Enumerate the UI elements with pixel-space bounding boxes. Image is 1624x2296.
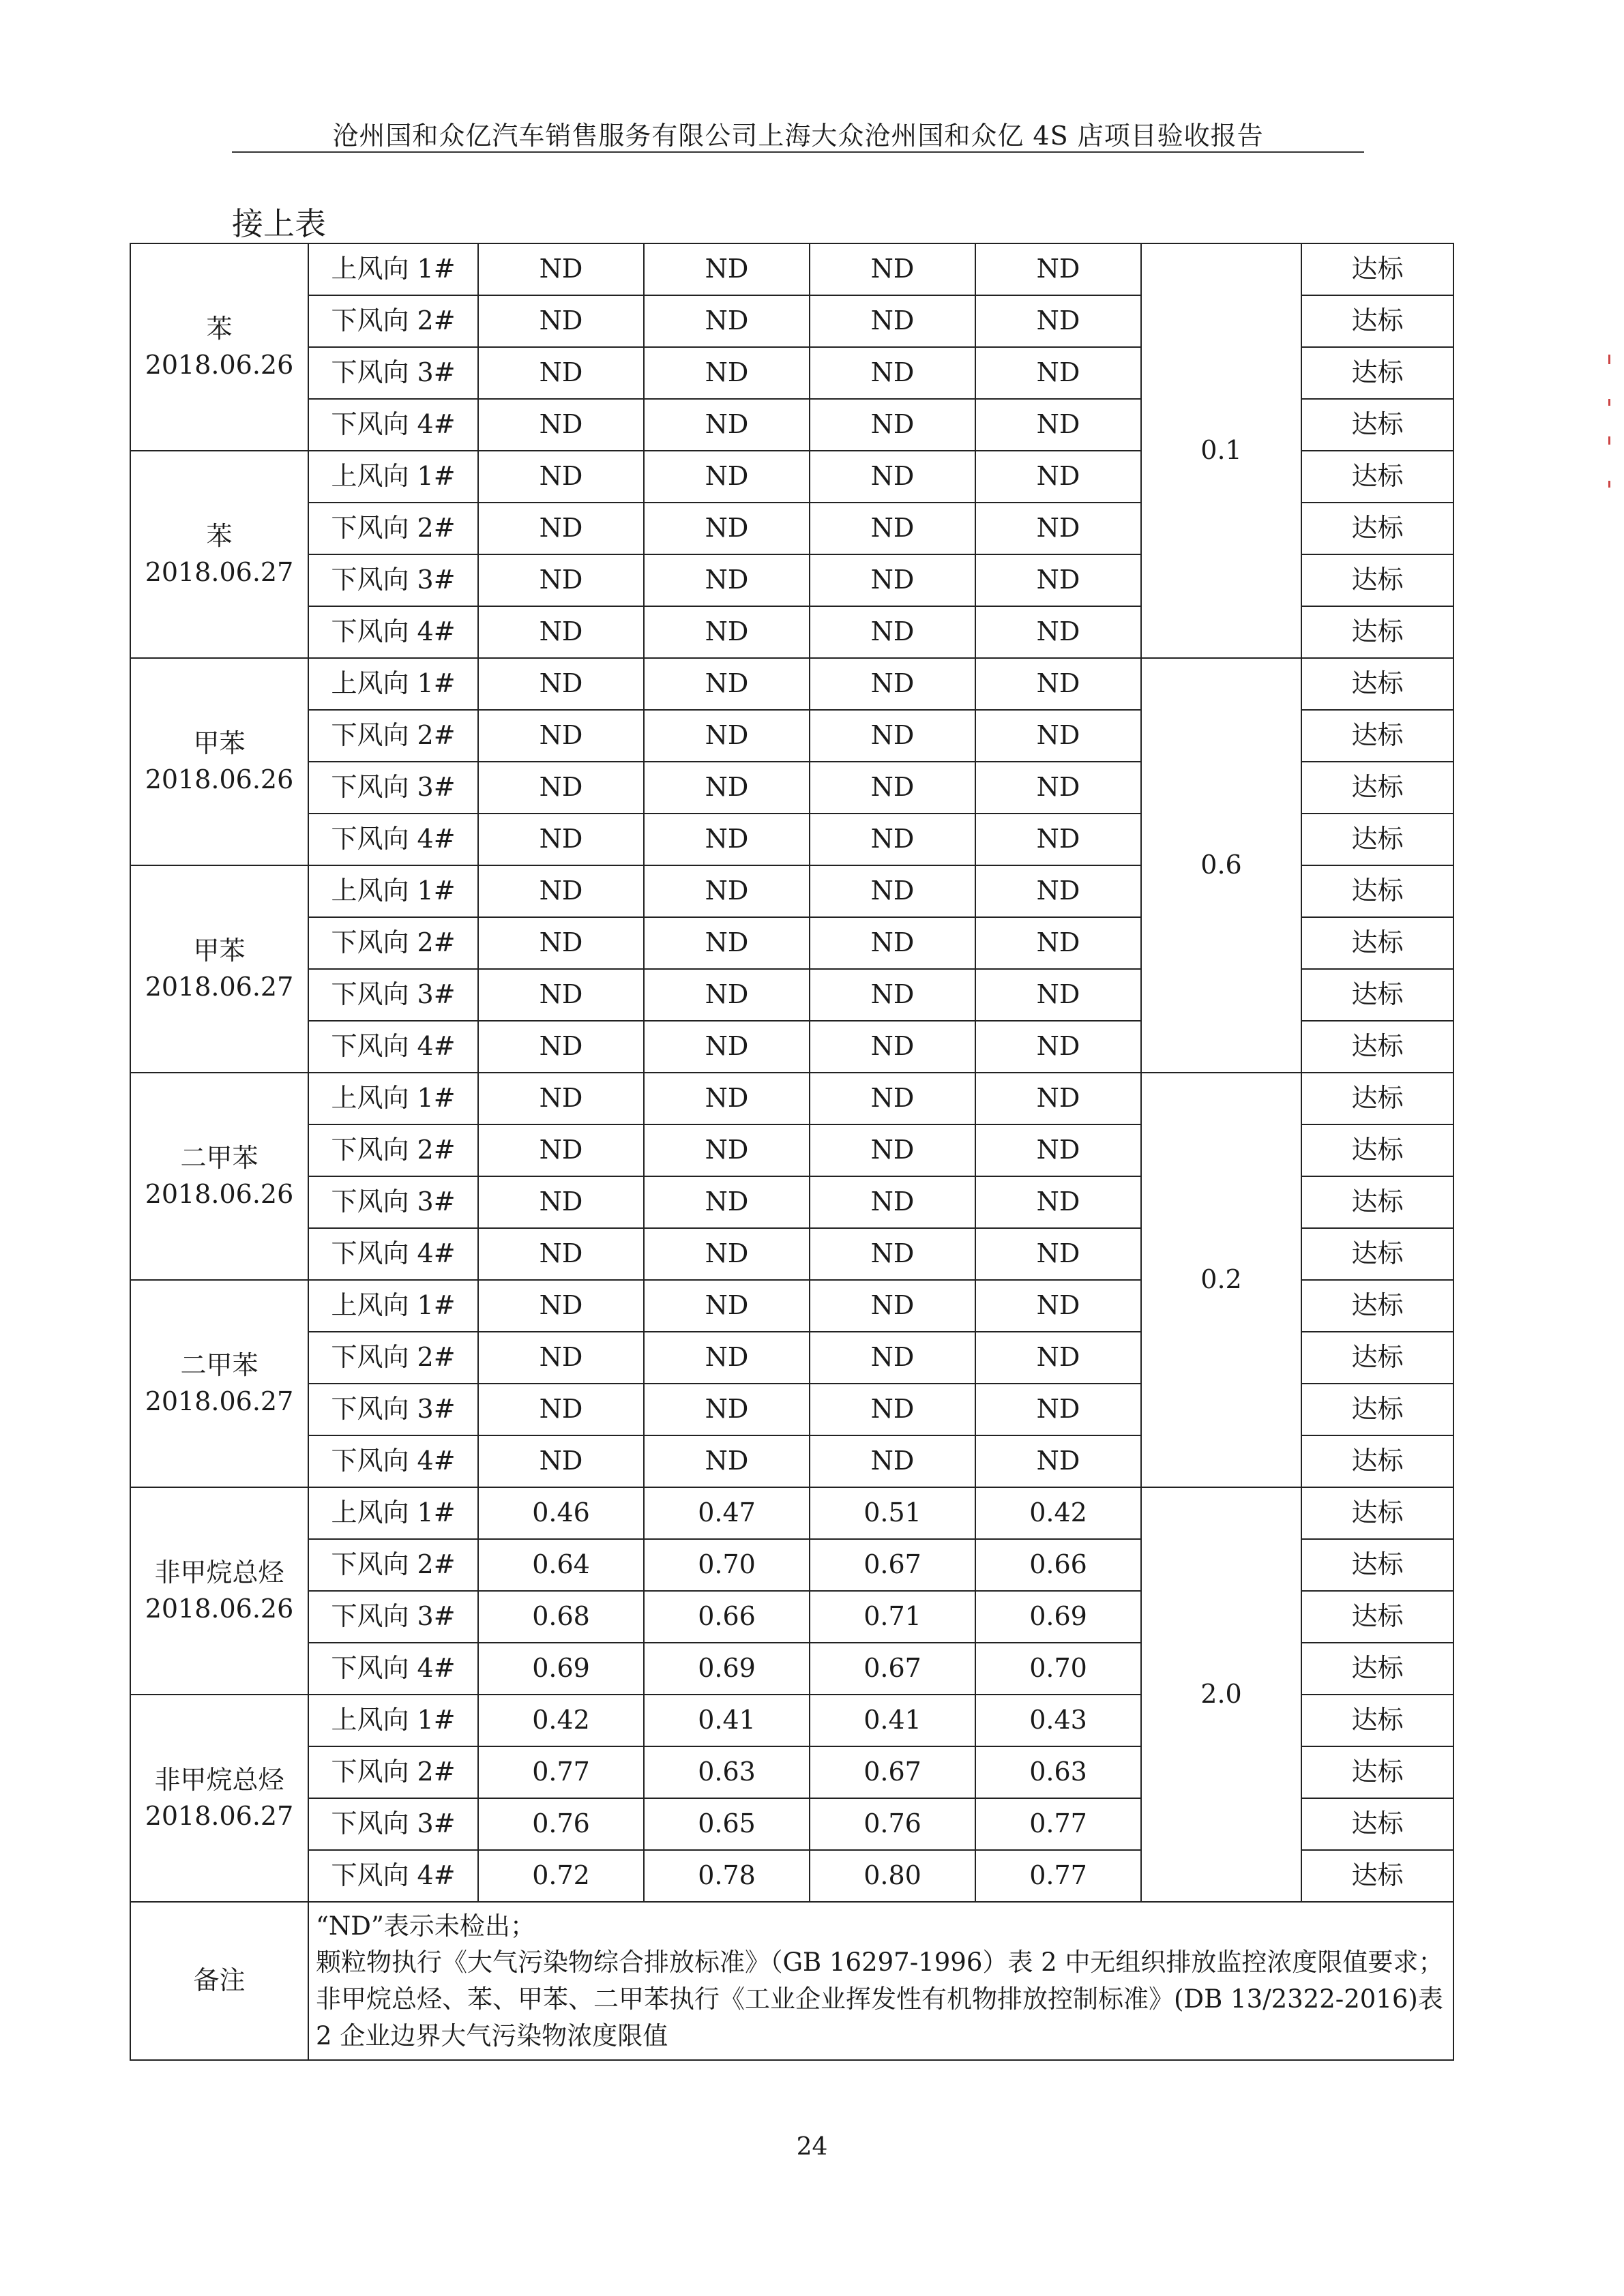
measurement-cell: ND — [975, 917, 1141, 969]
measurement-cell: ND — [478, 1124, 644, 1176]
sampling-point-cell: 下风向 4# — [308, 606, 478, 658]
measurement-cell: ND — [810, 1228, 975, 1280]
measurement-cell: 0.47 — [644, 1487, 810, 1539]
compliance-result-cell: 达标 — [1301, 658, 1453, 710]
measurement-cell: ND — [810, 1332, 975, 1384]
note-line: “ND”表示未检出； — [316, 1911, 535, 1941]
limit-value-cell: 0.2 — [1141, 1073, 1301, 1487]
compliance-result-cell: 达标 — [1301, 762, 1453, 814]
measurement-cell: ND — [478, 1021, 644, 1073]
measurement-cell: ND — [478, 451, 644, 503]
measurement-cell: ND — [478, 399, 644, 451]
sampling-point-cell: 下风向 4# — [308, 1435, 478, 1487]
sampling-date: 2018.06.26 — [145, 1179, 294, 1209]
scan-edge-mark — [1608, 355, 1610, 364]
measurement-cell: ND — [810, 1124, 975, 1176]
compliance-result-cell: 达标 — [1301, 295, 1453, 347]
measurement-cell: 0.78 — [644, 1850, 810, 1902]
measurement-cell: ND — [644, 865, 810, 917]
sampling-point-cell: 下风向 3# — [308, 762, 478, 814]
compliance-result-cell: 达标 — [1301, 814, 1453, 865]
compliance-result-cell: 达标 — [1301, 1798, 1453, 1850]
measurement-cell: ND — [810, 503, 975, 554]
measurement-cell: 0.64 — [478, 1539, 644, 1591]
pollutant-date-cell — [130, 1280, 308, 1487]
measurement-cell: 0.76 — [810, 1798, 975, 1850]
compliance-result-cell: 达标 — [1301, 1539, 1453, 1591]
measurement-cell: 0.77 — [975, 1850, 1141, 1902]
compliance-result-cell: 达标 — [1301, 1850, 1453, 1902]
measurement-cell: ND — [644, 1176, 810, 1228]
measurement-cell: ND — [644, 295, 810, 347]
measurement-cell: ND — [644, 399, 810, 451]
sampling-point-cell: 下风向 2# — [308, 295, 478, 347]
measurement-cell: ND — [478, 347, 644, 399]
measurement-cell: ND — [810, 1435, 975, 1487]
sampling-point-cell: 下风向 3# — [308, 1384, 478, 1435]
measurement-cell: 0.66 — [975, 1539, 1141, 1591]
sampling-point-cell: 下风向 3# — [308, 1176, 478, 1228]
measurement-cell: ND — [478, 1384, 644, 1435]
measurement-cell: ND — [478, 814, 644, 865]
measurement-cell: ND — [644, 1124, 810, 1176]
compliance-result-cell: 达标 — [1301, 1021, 1453, 1073]
measurement-cell: ND — [975, 814, 1141, 865]
compliance-result-cell: 达标 — [1301, 399, 1453, 451]
sampling-point-cell: 上风向 1# — [308, 451, 478, 503]
measurement-cell: ND — [478, 1073, 644, 1124]
measurement-cell: ND — [975, 762, 1141, 814]
pollutant-date-cell — [130, 1487, 308, 1695]
measurement-cell: ND — [810, 399, 975, 451]
compliance-result-cell: 达标 — [1301, 503, 1453, 554]
compliance-result-cell: 达标 — [1301, 1124, 1453, 1176]
notes-label-cell: 备注 — [130, 1902, 308, 2060]
measurement-cell: 0.80 — [810, 1850, 975, 1902]
measurement-cell: ND — [478, 503, 644, 554]
measurement-cell: 0.67 — [810, 1746, 975, 1798]
measurement-cell: 0.41 — [644, 1695, 810, 1746]
sampling-point-cell: 下风向 2# — [308, 1124, 478, 1176]
pollutant-date-cell — [130, 1073, 308, 1280]
compliance-result-cell: 达标 — [1301, 1746, 1453, 1798]
pollutant-name: 二甲苯 — [180, 1350, 259, 1380]
measurement-cell: ND — [644, 243, 810, 295]
measurement-cell: ND — [975, 1384, 1141, 1435]
measurement-cell: ND — [975, 1280, 1141, 1332]
measurement-cell: ND — [478, 1176, 644, 1228]
sampling-date: 2018.06.27 — [145, 557, 294, 587]
measurement-cell: 0.66 — [644, 1591, 810, 1643]
compliance-result-cell: 达标 — [1301, 243, 1453, 295]
monitoring-results-table — [130, 243, 1454, 2061]
sampling-point-cell: 下风向 3# — [308, 554, 478, 606]
compliance-result-cell: 达标 — [1301, 710, 1453, 762]
measurement-cell: 0.51 — [810, 1487, 975, 1539]
measurement-cell: ND — [644, 1280, 810, 1332]
compliance-result-cell: 达标 — [1301, 1435, 1453, 1487]
pollutant-date-cell — [130, 865, 308, 1073]
measurement-cell: 0.41 — [810, 1695, 975, 1746]
pollutant-name: 甲苯 — [193, 728, 246, 758]
measurement-cell: ND — [975, 1176, 1141, 1228]
measurement-cell: ND — [478, 1280, 644, 1332]
sampling-point-cell: 下风向 4# — [308, 1228, 478, 1280]
table-caption: 接上表 — [232, 205, 326, 242]
compliance-result-cell: 达标 — [1301, 1176, 1453, 1228]
compliance-result-cell: 达标 — [1301, 1591, 1453, 1643]
sampling-point-cell: 下风向 2# — [308, 710, 478, 762]
sampling-point-cell: 上风向 1# — [308, 658, 478, 710]
report-header-title: 沧州国和众亿汽车销售服务有限公司上海大众沧州国和众亿 4S 店项目验收报告 — [332, 121, 1264, 151]
measurement-cell: ND — [810, 347, 975, 399]
compliance-result-cell: 达标 — [1301, 451, 1453, 503]
note-line: 颗粒物执行《大气污染物综合排放标准》（GB 16297-1996）表 2 中无组织排放监控浓度限值要求；非甲烷总烃、苯、甲苯、二甲苯执行《工业企业挥发性有机物排放控制标准》(DB 13/2322-2016)表 2 企业边界大气污染物浓度限值 — [316, 1948, 1444, 2051]
measurement-cell: 0.71 — [810, 1591, 975, 1643]
measurement-cell: ND — [478, 295, 644, 347]
sampling-point-cell: 下风向 3# — [308, 1591, 478, 1643]
measurement-cell: ND — [644, 1073, 810, 1124]
compliance-result-cell: 达标 — [1301, 1384, 1453, 1435]
measurement-cell: ND — [810, 658, 975, 710]
sampling-point-cell: 上风向 1# — [308, 1073, 478, 1124]
measurement-cell: 0.77 — [478, 1746, 644, 1798]
limit-value-cell: 0.6 — [1141, 658, 1301, 1073]
notes-text-cell — [308, 1902, 1453, 2060]
measurement-cell: ND — [810, 762, 975, 814]
measurement-cell: ND — [810, 606, 975, 658]
sampling-point-cell: 下风向 4# — [308, 1850, 478, 1902]
measurement-cell: ND — [644, 710, 810, 762]
measurement-cell: ND — [975, 1435, 1141, 1487]
measurement-cell: ND — [810, 1384, 975, 1435]
measurement-cell: ND — [644, 762, 810, 814]
measurement-cell: ND — [478, 1332, 644, 1384]
compliance-result-cell: 达标 — [1301, 554, 1453, 606]
measurement-cell: ND — [644, 969, 810, 1021]
measurement-cell: ND — [478, 710, 644, 762]
pollutant-date-cell — [130, 243, 308, 451]
measurement-cell: 0.65 — [644, 1798, 810, 1850]
measurement-cell: 0.63 — [975, 1746, 1141, 1798]
compliance-result-cell: 达标 — [1301, 1332, 1453, 1384]
measurement-cell: ND — [810, 243, 975, 295]
notes-row — [130, 1902, 1453, 2060]
sampling-point-cell: 上风向 1# — [308, 243, 478, 295]
measurement-cell: 0.67 — [810, 1643, 975, 1695]
compliance-result-cell: 达标 — [1301, 1487, 1453, 1539]
measurement-cell: ND — [975, 1124, 1141, 1176]
measurement-cell: ND — [644, 1228, 810, 1280]
compliance-result-cell: 达标 — [1301, 1228, 1453, 1280]
measurement-cell: ND — [644, 1332, 810, 1384]
compliance-result-cell: 达标 — [1301, 1073, 1453, 1124]
measurement-cell: ND — [975, 451, 1141, 503]
scan-edge-mark — [1608, 399, 1610, 406]
sampling-date: 2018.06.26 — [145, 350, 294, 380]
sampling-point-cell: 下风向 3# — [308, 347, 478, 399]
pollutant-name: 非甲烷总烃 — [154, 1557, 284, 1587]
sampling-date: 2018.06.27 — [145, 972, 294, 1002]
pollutant-name: 二甲苯 — [180, 1142, 259, 1173]
measurement-cell: ND — [644, 554, 810, 606]
measurement-cell: ND — [975, 554, 1141, 606]
measurement-cell: ND — [810, 1280, 975, 1332]
scan-edge-mark — [1608, 436, 1610, 445]
pollutant-name: 非甲烷总烃 — [154, 1764, 284, 1795]
sampling-point-cell: 下风向 4# — [308, 1643, 478, 1695]
table-row — [130, 658, 1453, 710]
measurement-cell: ND — [644, 1384, 810, 1435]
measurement-cell: ND — [975, 243, 1141, 295]
measurement-cell: ND — [478, 1435, 644, 1487]
measurement-cell: ND — [478, 554, 644, 606]
measurement-cell: ND — [478, 658, 644, 710]
measurement-cell: 0.68 — [478, 1591, 644, 1643]
pollutant-date-cell — [130, 451, 308, 658]
measurement-cell: 0.77 — [975, 1798, 1141, 1850]
measurement-cell: ND — [644, 606, 810, 658]
measurement-cell: 0.72 — [478, 1850, 644, 1902]
table-body — [130, 243, 1453, 2060]
measurement-cell: ND — [810, 554, 975, 606]
measurement-cell: ND — [810, 295, 975, 347]
measurement-cell: ND — [975, 969, 1141, 1021]
page-number: 24 — [796, 2133, 828, 2161]
compliance-result-cell: 达标 — [1301, 347, 1453, 399]
sampling-point-cell: 下风向 4# — [308, 399, 478, 451]
sampling-point-cell: 下风向 3# — [308, 1798, 478, 1850]
compliance-result-cell: 达标 — [1301, 969, 1453, 1021]
sampling-point-cell: 上风向 1# — [308, 1280, 478, 1332]
measurement-cell: 0.76 — [478, 1798, 644, 1850]
measurement-cell: ND — [478, 865, 644, 917]
measurement-cell: ND — [810, 1021, 975, 1073]
table-row — [130, 1487, 1453, 1539]
sampling-point-cell: 下风向 2# — [308, 503, 478, 554]
sampling-date: 2018.06.26 — [145, 764, 294, 794]
compliance-result-cell: 达标 — [1301, 1695, 1453, 1746]
measurement-cell: ND — [478, 1228, 644, 1280]
sampling-point-cell: 下风向 2# — [308, 917, 478, 969]
table-row — [130, 1073, 1453, 1124]
sampling-point-cell: 下风向 2# — [308, 1746, 478, 1798]
measurement-cell: ND — [975, 1073, 1141, 1124]
sampling-point-cell: 下风向 4# — [308, 814, 478, 865]
measurement-cell: ND — [810, 451, 975, 503]
measurement-cell: 0.67 — [810, 1539, 975, 1591]
measurement-cell: ND — [478, 917, 644, 969]
measurement-cell: ND — [644, 347, 810, 399]
sampling-point-cell: 上风向 1# — [308, 865, 478, 917]
pollutant-name: 甲苯 — [193, 935, 246, 966]
sampling-point-cell: 下风向 3# — [308, 969, 478, 1021]
pollutant-name: 苯 — [206, 313, 233, 344]
measurement-cell: ND — [644, 1435, 810, 1487]
sampling-point-cell: 上风向 1# — [308, 1695, 478, 1746]
sampling-point-cell: 下风向 4# — [308, 1021, 478, 1073]
measurement-cell: ND — [975, 658, 1141, 710]
measurement-cell: ND — [810, 1073, 975, 1124]
pollutant-name: 苯 — [206, 520, 233, 551]
measurement-cell: ND — [975, 1228, 1141, 1280]
measurement-cell: ND — [644, 814, 810, 865]
compliance-result-cell: 达标 — [1301, 606, 1453, 658]
measurement-cell: ND — [644, 451, 810, 503]
measurement-cell: ND — [810, 969, 975, 1021]
measurement-cell: 0.46 — [478, 1487, 644, 1539]
measurement-cell: ND — [975, 710, 1141, 762]
measurement-cell: ND — [975, 295, 1141, 347]
limit-value-cell: 0.1 — [1141, 243, 1301, 658]
measurement-cell: 0.70 — [975, 1643, 1141, 1695]
measurement-cell: ND — [810, 710, 975, 762]
limit-value-cell: 2.0 — [1141, 1487, 1301, 1902]
measurement-cell: ND — [975, 606, 1141, 658]
measurement-cell: ND — [478, 243, 644, 295]
measurement-cell: ND — [975, 399, 1141, 451]
sampling-point-cell: 下风向 2# — [308, 1539, 478, 1591]
measurement-cell: ND — [478, 606, 644, 658]
measurement-cell: 0.69 — [975, 1591, 1141, 1643]
measurement-cell: ND — [975, 1021, 1141, 1073]
table-row — [130, 243, 1453, 295]
measurement-cell: 0.43 — [975, 1695, 1141, 1746]
measurement-cell: 0.63 — [644, 1746, 810, 1798]
measurement-cell: 0.42 — [478, 1695, 644, 1746]
sampling-date: 2018.06.27 — [145, 1386, 294, 1416]
pollutant-date-cell — [130, 658, 308, 865]
measurement-cell: ND — [810, 814, 975, 865]
compliance-result-cell: 达标 — [1301, 1643, 1453, 1695]
pollutant-date-cell — [130, 1695, 308, 1902]
sampling-date: 2018.06.26 — [145, 1594, 294, 1624]
measurement-cell: ND — [644, 503, 810, 554]
sampling-point-cell: 上风向 1# — [308, 1487, 478, 1539]
measurement-cell: ND — [810, 917, 975, 969]
header-divider — [232, 151, 1364, 153]
measurement-cell: ND — [644, 917, 810, 969]
measurement-cell: ND — [810, 1176, 975, 1228]
compliance-result-cell: 达标 — [1301, 917, 1453, 969]
measurement-cell: 0.42 — [975, 1487, 1141, 1539]
measurement-cell: ND — [975, 865, 1141, 917]
measurement-cell: ND — [644, 1021, 810, 1073]
measurement-cell: 0.70 — [644, 1539, 810, 1591]
measurement-cell: ND — [644, 658, 810, 710]
measurement-cell: ND — [975, 347, 1141, 399]
compliance-result-cell: 达标 — [1301, 865, 1453, 917]
measurement-cell: 0.69 — [644, 1643, 810, 1695]
measurement-cell: ND — [478, 969, 644, 1021]
measurement-cell: ND — [810, 865, 975, 917]
scan-edge-mark — [1608, 481, 1610, 488]
measurement-cell: ND — [975, 503, 1141, 554]
measurement-cell: ND — [975, 1332, 1141, 1384]
measurement-cell: ND — [478, 762, 644, 814]
compliance-result-cell: 达标 — [1301, 1280, 1453, 1332]
sampling-date: 2018.06.27 — [145, 1801, 294, 1831]
sampling-point-cell: 下风向 2# — [308, 1332, 478, 1384]
measurement-cell: 0.69 — [478, 1643, 644, 1695]
